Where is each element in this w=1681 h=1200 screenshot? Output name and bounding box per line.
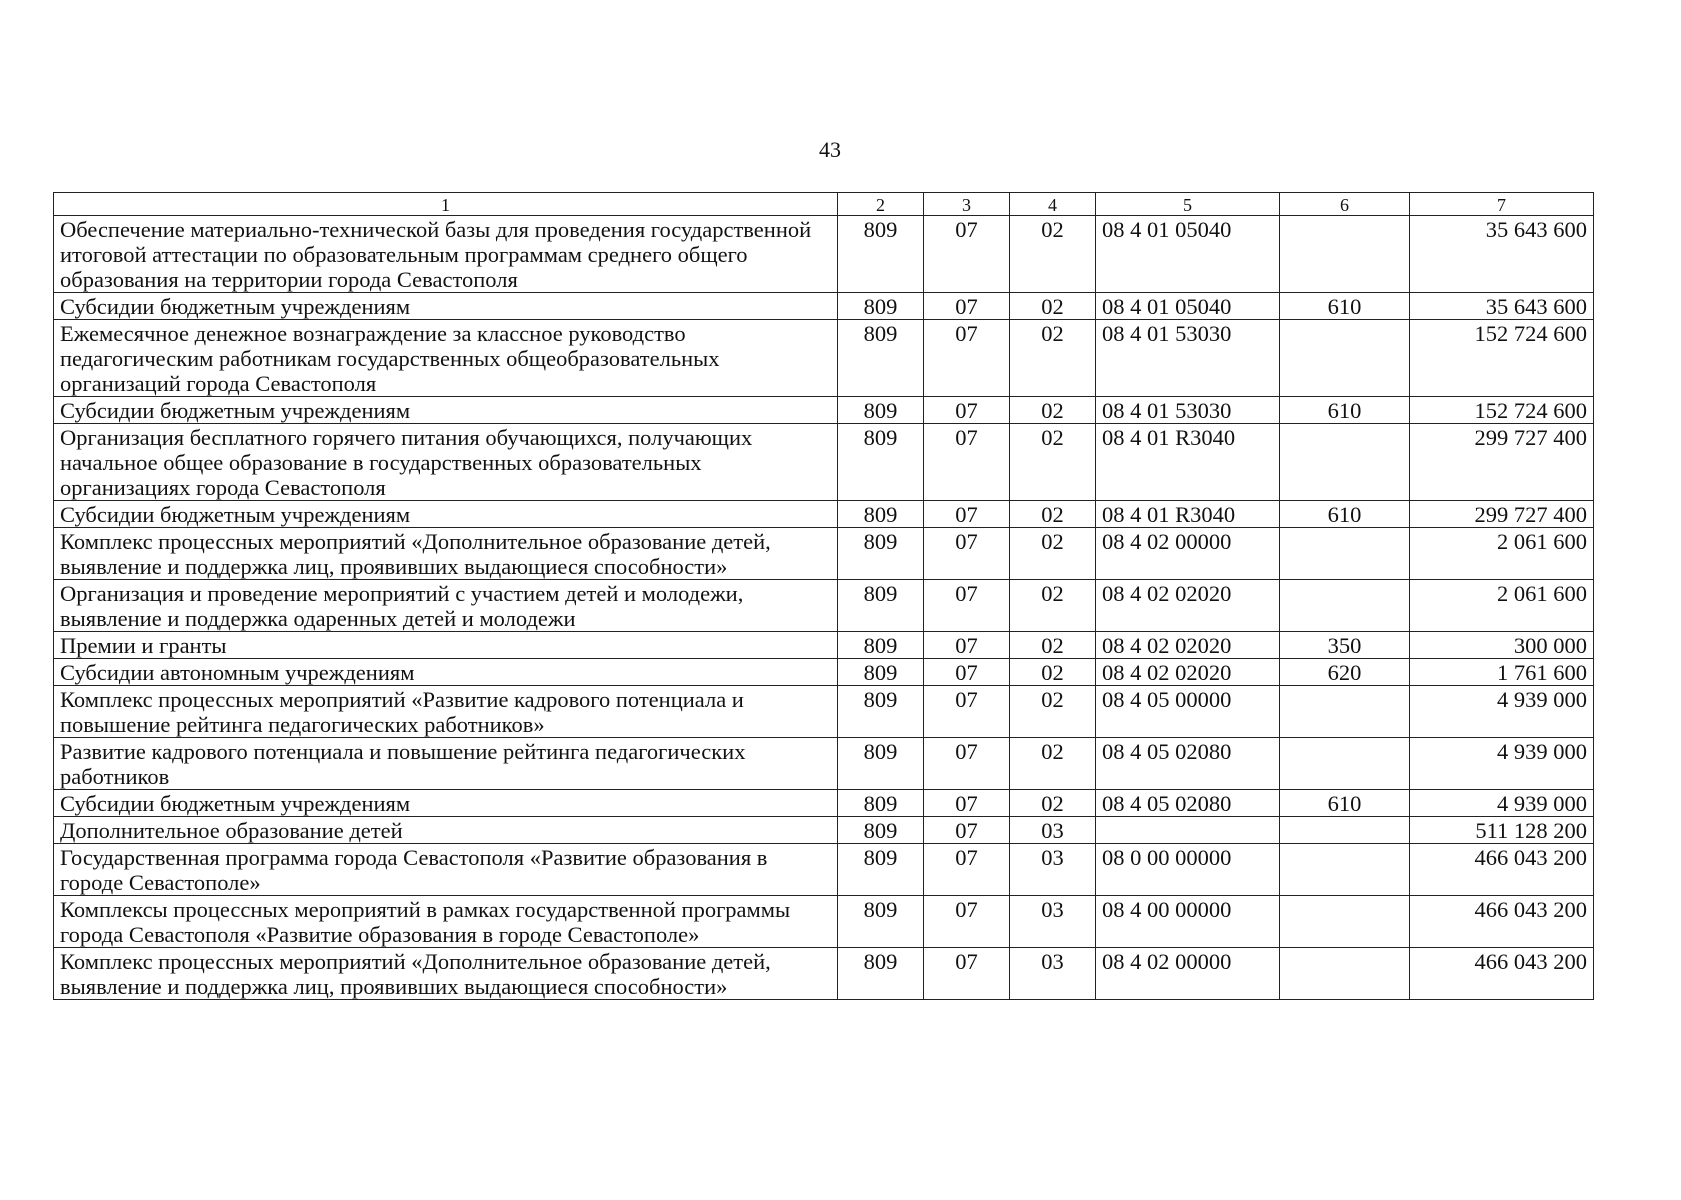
column-header: 6 [1280,193,1410,216]
row-expense-type-cell [1280,948,1410,1000]
table-row [54,686,1594,738]
row-admin-code-cell: 809 [838,948,924,1000]
row-target-article-cell: 08 4 01 R3040 [1096,424,1280,501]
table-row [54,397,1594,424]
row-name-cell: Премии и гранты [54,632,838,659]
row-section-cell: 07 [924,790,1010,817]
row-subsection-cell: 02 [1010,424,1096,501]
row-subsection-cell: 02 [1010,659,1096,686]
row-admin-code-cell: 809 [838,320,924,397]
row-target-article-cell: 08 4 01 R3040 [1096,501,1280,528]
row-section-cell: 07 [924,686,1010,738]
row-subsection-cell: 02 [1010,216,1096,293]
row-target-article-cell: 08 4 00 00000 [1096,896,1280,948]
row-section-cell: 07 [924,397,1010,424]
row-name-cell: Комплекс процессных мероприятий «Дополнительное образование детей, выявление и поддержка лиц, проявивших выдающиеся способности» [54,528,838,580]
row-expense-type-cell: 610 [1280,397,1410,424]
row-expense-type-cell [1280,580,1410,632]
row-section-cell: 07 [924,424,1010,501]
row-admin-code-cell: 809 [838,397,924,424]
row-name-cell: Комплексы процессных мероприятий в рамках государственной программы города Севастополя «Развитие образования в городе Севастополе» [54,896,838,948]
row-section-cell: 07 [924,844,1010,896]
row-amount-cell: 2 061 600 [1410,580,1594,632]
row-expense-type-cell: 610 [1280,293,1410,320]
row-target-article-cell: 08 4 05 02080 [1096,738,1280,790]
row-subsection-cell: 03 [1010,948,1096,1000]
page-number: 43 [819,137,841,162]
row-section-cell: 07 [924,528,1010,580]
row-target-article-cell: 08 4 01 53030 [1096,320,1280,397]
row-name-cell: Комплекс процессных мероприятий «Дополнительное образование детей, выявление и поддержка лиц, проявивших выдающиеся способности» [54,948,838,1000]
column-header: 7 [1410,193,1594,216]
row-name-cell: Развитие кадрового потенциала и повышение рейтинга педагогических работников [54,738,838,790]
row-section-cell: 07 [924,320,1010,397]
row-expense-type-cell [1280,320,1410,397]
row-expense-type-cell [1280,844,1410,896]
row-name-cell: Субсидии бюджетным учреждениям [54,501,838,528]
row-admin-code-cell: 809 [838,659,924,686]
row-target-article-cell: 08 4 01 05040 [1096,216,1280,293]
table-row [54,580,1594,632]
row-target-article-cell: 08 4 05 00000 [1096,686,1280,738]
row-subsection-cell: 03 [1010,896,1096,948]
column-header: 3 [924,193,1010,216]
table-row [54,790,1594,817]
column-header: 1 [54,193,838,216]
row-target-article-cell [1096,817,1280,844]
row-admin-code-cell: 809 [838,293,924,320]
row-name-cell: Дополнительное образование детей [54,817,838,844]
row-section-cell: 07 [924,293,1010,320]
row-subsection-cell: 02 [1010,320,1096,397]
row-amount-cell: 511 128 200 [1410,817,1594,844]
row-subsection-cell: 02 [1010,501,1096,528]
table-body [54,216,1594,1000]
header-row [54,193,1594,216]
table-row [54,948,1594,1000]
row-subsection-cell: 02 [1010,580,1096,632]
row-amount-cell: 152 724 600 [1410,320,1594,397]
row-admin-code-cell: 809 [838,632,924,659]
table-row [54,896,1594,948]
row-subsection-cell: 02 [1010,790,1096,817]
row-section-cell: 07 [924,632,1010,659]
row-target-article-cell: 08 4 01 53030 [1096,397,1280,424]
budget-table [53,192,1594,1000]
table-row [54,216,1594,293]
row-amount-cell: 466 043 200 [1410,844,1594,896]
table-row [54,528,1594,580]
row-name-cell: Организация бесплатного горячего питания обучающихся, получающих начальное общее образование в государственных образовательных организациях города Севастополя [54,424,838,501]
row-expense-type-cell [1280,528,1410,580]
table-row [54,844,1594,896]
row-amount-cell: 152 724 600 [1410,397,1594,424]
row-name-cell: Государственная программа города Севастополя «Развитие образования в городе Севастополе» [54,844,838,896]
row-name-cell: Субсидии бюджетным учреждениям [54,397,838,424]
row-expense-type-cell: 620 [1280,659,1410,686]
row-expense-type-cell [1280,738,1410,790]
row-target-article-cell: 08 4 02 00000 [1096,528,1280,580]
row-expense-type-cell [1280,686,1410,738]
row-name-cell: Комплекс процессных мероприятий «Развитие кадрового потенциала и повышение рейтинга педагогических работников» [54,686,838,738]
table-row [54,501,1594,528]
row-name-cell: Субсидии автономным учреждениям [54,659,838,686]
row-admin-code-cell: 809 [838,686,924,738]
row-section-cell: 07 [924,501,1010,528]
row-expense-type-cell [1280,817,1410,844]
row-target-article-cell: 08 4 05 02080 [1096,790,1280,817]
row-name-cell: Обеспечение материально-технической базы для проведения государственной итоговой аттестации по образовательным программам среднего общего образования на территории города Севастополя [54,216,838,293]
row-amount-cell: 4 939 000 [1410,738,1594,790]
row-amount-cell: 4 939 000 [1410,686,1594,738]
row-expense-type-cell: 610 [1280,790,1410,817]
table-row [54,817,1594,844]
row-admin-code-cell: 809 [838,790,924,817]
table-row [54,293,1594,320]
row-amount-cell: 35 643 600 [1410,216,1594,293]
row-subsection-cell: 03 [1010,817,1096,844]
row-amount-cell: 466 043 200 [1410,948,1594,1000]
row-expense-type-cell [1280,216,1410,293]
row-target-article-cell: 08 4 02 00000 [1096,948,1280,1000]
row-expense-type-cell [1280,896,1410,948]
row-section-cell: 07 [924,896,1010,948]
row-name-cell: Субсидии бюджетным учреждениям [54,293,838,320]
row-admin-code-cell: 809 [838,896,924,948]
row-section-cell: 07 [924,738,1010,790]
row-subsection-cell: 02 [1010,528,1096,580]
row-target-article-cell: 08 4 02 02020 [1096,632,1280,659]
table-row [54,632,1594,659]
row-admin-code-cell: 809 [838,738,924,790]
row-target-article-cell: 08 0 00 00000 [1096,844,1280,896]
column-header: 5 [1096,193,1280,216]
row-amount-cell: 300 000 [1410,632,1594,659]
row-admin-code-cell: 809 [838,817,924,844]
row-admin-code-cell: 809 [838,216,924,293]
row-section-cell: 07 [924,817,1010,844]
row-amount-cell: 466 043 200 [1410,896,1594,948]
row-section-cell: 07 [924,659,1010,686]
row-section-cell: 07 [924,580,1010,632]
row-section-cell: 07 [924,948,1010,1000]
row-subsection-cell: 02 [1010,738,1096,790]
column-header: 4 [1010,193,1096,216]
row-expense-type-cell [1280,424,1410,501]
row-target-article-cell: 08 4 02 02020 [1096,659,1280,686]
row-target-article-cell: 08 4 01 05040 [1096,293,1280,320]
row-subsection-cell: 02 [1010,293,1096,320]
row-section-cell: 07 [924,216,1010,293]
row-admin-code-cell: 809 [838,424,924,501]
row-subsection-cell: 02 [1010,686,1096,738]
row-subsection-cell: 02 [1010,632,1096,659]
table-row [54,424,1594,501]
row-amount-cell: 299 727 400 [1410,501,1594,528]
column-header: 2 [838,193,924,216]
row-admin-code-cell: 809 [838,501,924,528]
row-amount-cell: 35 643 600 [1410,293,1594,320]
row-admin-code-cell: 809 [838,528,924,580]
row-admin-code-cell: 809 [838,580,924,632]
table-row [54,659,1594,686]
row-name-cell: Ежемесячное денежное вознаграждение за классное руководство педагогическим работникам государственных общеобразовательных организаций города Севастополя [54,320,838,397]
table-row [54,738,1594,790]
row-amount-cell: 1 761 600 [1410,659,1594,686]
row-name-cell: Субсидии бюджетным учреждениям [54,790,838,817]
row-subsection-cell: 03 [1010,844,1096,896]
row-amount-cell: 299 727 400 [1410,424,1594,501]
row-name-cell: Организация и проведение мероприятий с участием детей и молодежи, выявление и поддержка одаренных детей и молодежи [54,580,838,632]
row-subsection-cell: 02 [1010,397,1096,424]
row-expense-type-cell: 610 [1280,501,1410,528]
row-target-article-cell: 08 4 02 02020 [1096,580,1280,632]
row-admin-code-cell: 809 [838,844,924,896]
row-amount-cell: 4 939 000 [1410,790,1594,817]
row-expense-type-cell: 350 [1280,632,1410,659]
row-amount-cell: 2 061 600 [1410,528,1594,580]
table-row [54,320,1594,397]
